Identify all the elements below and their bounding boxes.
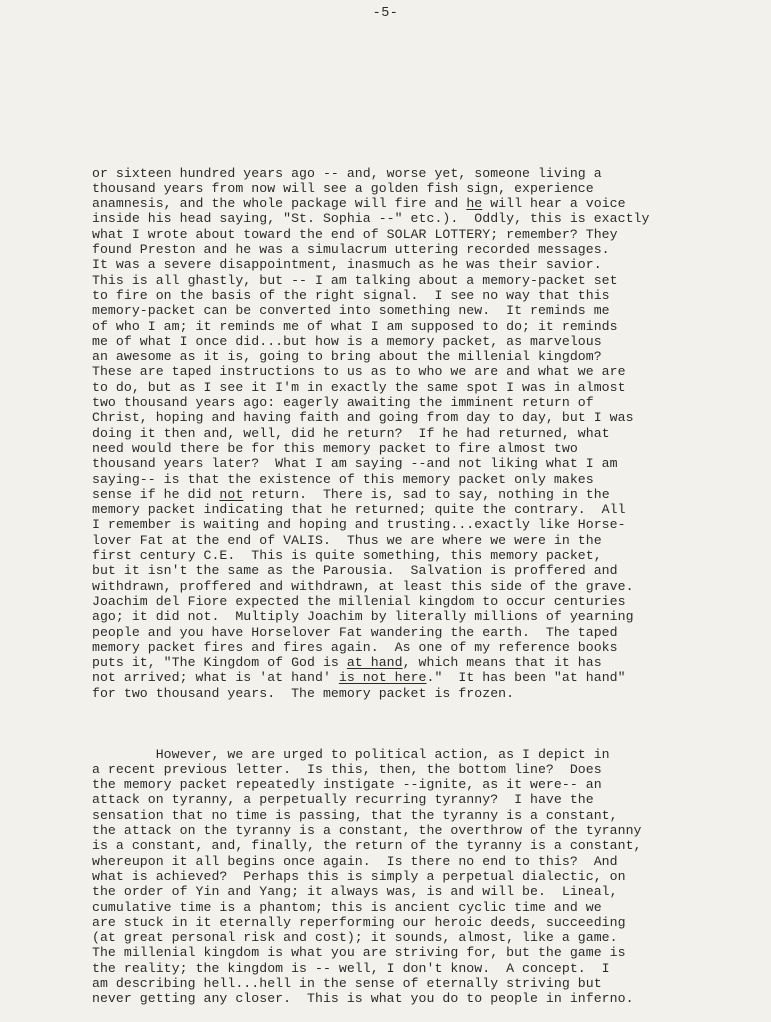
text-line: anamnesis, and the whole package will fire and he will hear a voice [92,196,626,212]
text-line: (at great personal risk and cost); it sounds, almost, like a game. [92,930,618,946]
text-line: lover Fat at the end of VALIS. Thus we are where we were in the [92,532,602,548]
text-line: the attack on the tyranny is a constant, the overthrow of the tyranny [92,823,642,839]
text-line: However, we are urged to political action, as I depict in [92,746,610,762]
text-line: a recent previous letter. Is this, then, the bottom line? Does [92,761,602,777]
text-line: whereupon it all begins once again. Is there no end to this? And [92,853,618,869]
paragraph-1 [92,166,649,701]
text-line: thousand years from now will see a golden fish sign, experience [92,180,594,196]
letter-body [92,135,649,1022]
text-line: first century C.E. This is quite something, this memory packet, [92,548,602,564]
text-line: to fire on the basis of the right signal. I see no way that this [92,287,610,303]
paragraph-2 [92,747,649,1007]
text-line: These are taped instructions to us as to who we are and what we are [92,364,626,380]
text-line: found Preston and he was a simulacrum uttering recorded messages. [92,242,610,258]
text-line: but it isn't the same as the Parousia. Salvation is proffered and [92,563,618,579]
text-line: The millenial kingdom is what you are striving for, but the game is [92,945,626,961]
text-line: Christ, hoping and having faith and going from day to day, but I was [92,410,634,426]
text-line: withdrawn, proffered and withdrawn, at least this side of the grave. [92,578,634,594]
text-line: for two thousand years. The memory packet is frozen. [92,685,515,701]
text-line: is a constant, and, finally, the return of the tyranny is a constant, [92,838,642,854]
text-line: This is all ghastly, but -- I am talking about a memory-packet set [92,272,618,288]
text-line: never getting any closer. This is what you do to people in inferno. [92,991,634,1007]
text-line: thousand years later? What I am saying --and not liking what I am [92,456,618,472]
text-line: memory-packet can be converted into something new. It reminds me [92,303,610,319]
text-line: what I wrote about toward the end of SOLAR LOTTERY; remember? They [92,226,618,242]
text-line: attack on tyranny, a perpetually recurring tyranny? I have the [92,792,594,808]
text-line: what is achieved? Perhaps this is simply a perpetual dialectic, on [92,868,626,884]
text-line: people and you have Horselover Fat wandering the earth. The taped [92,624,618,640]
text-line: of who I am; it reminds me of what I am supposed to do; it reminds [92,318,618,334]
text-line: two thousand years ago: eagerly awaiting the imminent return of [92,395,594,411]
text-line: puts it, "The Kingdom of God is at hand, which means that it has [92,655,602,671]
text-line: not arrived; what is 'at hand' is not here." It has been "at hand" [92,670,626,686]
text-line: I remember is waiting and hoping and trusting...exactly like Horse- [92,517,626,533]
text-line: It was a severe disappointment, inasmuch as he was their savior. [92,257,602,273]
text-line: an awesome as it is, going to bring about the millenial kingdom? [92,349,602,365]
text-line: me of what I once did...but how is a memory packet, as marvelous [92,333,602,349]
page-number: -5- [372,6,399,21]
text-line: to do, but as I see it I'm in exactly the same spot I was in almost [92,379,626,395]
text-line: sense if he did not return. There is, sad to say, nothing in the [92,486,610,502]
text-line: cumulative time is a phantom; this is ancient cyclic time and we [92,899,602,915]
text-line: the order of Yin and Yang; it always was, is and will be. Lineal, [92,884,618,900]
text-line: memory packet indicating that he returned; quite the contrary. All [92,502,626,518]
text-line: the memory packet repeatedly instigate --ignite, as it were-- an [92,777,602,793]
text-line: need would there be for this memory packet to fire almost two [92,440,578,456]
text-line: Joachim del Fiore expected the millenial kingdom to occur centuries [92,593,626,609]
text-line: ago; it did not. Multiply Joachim by literally millions of yearning [92,609,634,625]
text-line: inside his head saying, "St. Sophia --" etc.). Oddly, this is exactly [92,211,650,227]
text-line: are stuck in it eternally reperforming our heroic deeds, succeeding [92,914,626,930]
text-line: or sixteen hundred years ago -- and, worse yet, someone living a [92,165,602,181]
text-line: am describing hell...hell in the sense of eternally striving but [92,976,602,992]
text-line: sensation that no time is passing, that the tyranny is a constant, [92,807,618,823]
text-line: doing it then and, well, did he return? If he had returned, what [92,425,610,441]
text-line: the reality; the kingdom is -- well, I don't know. A concept. I [92,960,610,976]
text-line: memory packet fires and fires again. As one of my reference books [92,639,618,655]
text-line: saying-- is that the existence of this memory packet only makes [92,471,594,487]
